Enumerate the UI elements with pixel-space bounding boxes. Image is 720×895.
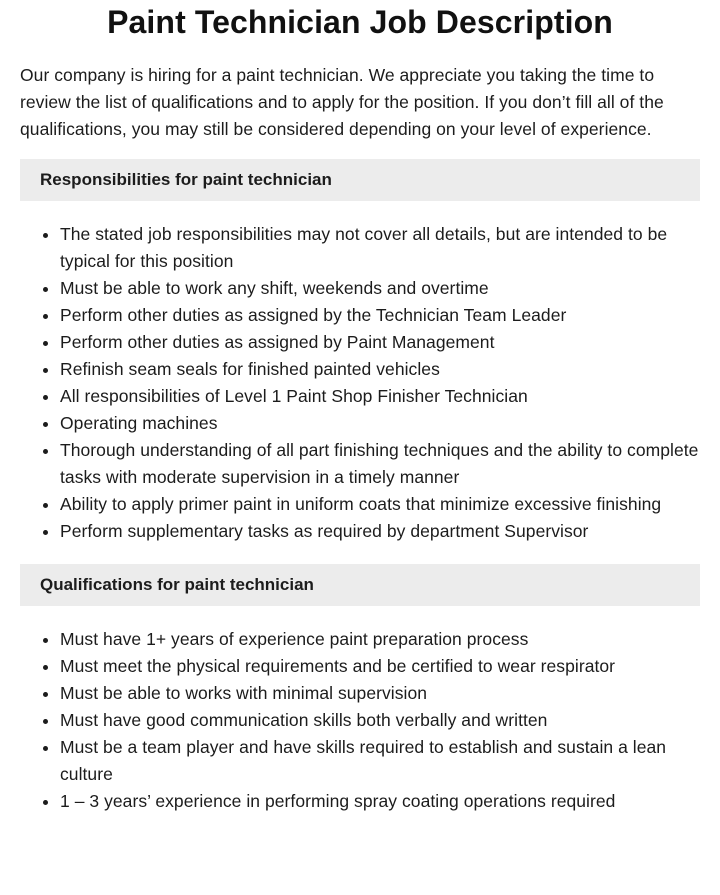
qualifications-heading: Qualifications for paint technician [20, 564, 700, 606]
qualifications-list [20, 626, 700, 815]
list-item: • Must be able to work any shift, weekends and overtime [60, 275, 700, 302]
list-item: • Must have 1+ years of experience paint preparation process [60, 626, 700, 653]
list-item: • Must have good communication skills both verbally and written [60, 707, 700, 734]
list-item: • Must meet the physical requirements and be certified to wear respirator [60, 653, 700, 680]
list-item: • Thorough understanding of all part finishing techniques and the ability to complete tasks with moderate supervision in a timely manner [60, 437, 700, 491]
list-item: • Ability to apply primer paint in uniform coats that minimize excessive finishing [60, 491, 700, 518]
responsibilities-list [20, 221, 700, 545]
list-item: • Operating machines [60, 410, 700, 437]
responsibilities-heading: Responsibilities for paint technician [20, 159, 700, 201]
page-title: Paint Technician Job Description [107, 4, 613, 40]
list-item: • 1 – 3 years’ experience in performing spray coating operations required [60, 788, 700, 815]
list-item: • Perform other duties as assigned by Paint Management [60, 329, 700, 356]
list-item: • All responsibilities of Level 1 Paint Shop Finisher Technician [60, 383, 700, 410]
list-item: • Perform supplementary tasks as required by department Supervisor [60, 518, 700, 545]
list-item: • Refinish seam seals for finished painted vehicles [60, 356, 700, 383]
list-item: • Must be a team player and have skills required to establish and sustain a lean culture [60, 734, 700, 788]
list-item: • The stated job responsibilities may not cover all details, but are intended to be typical for this position [60, 221, 700, 275]
list-item: • Must be able to works with minimal supervision [60, 680, 700, 707]
list-item: • Perform other duties as assigned by the Technician Team Leader [60, 302, 700, 329]
intro-paragraph: Our company is hiring for a paint technician. We appreciate you taking the time to review the list of qualifications and to apply for the position. If you don’t fill all of the qualifications, you may still be considered depending on your level of experience. [20, 65, 664, 139]
